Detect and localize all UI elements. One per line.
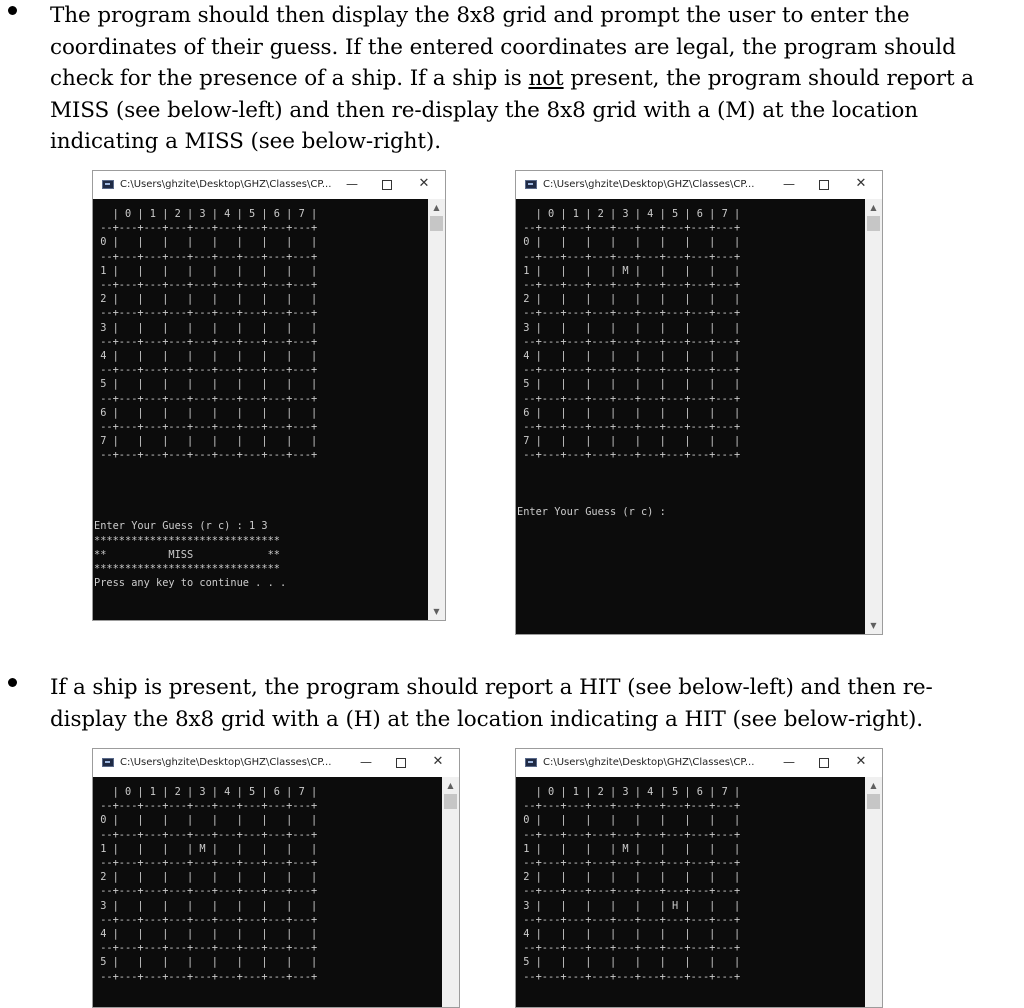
minimize-icon[interactable]: — [346,177,358,191]
console-window-hit-report[interactable] [92,748,460,1008]
window-title: C:\Users\ghzite\Desktop\GHZ\Classes\CP... [543,179,755,190]
console-app-icon [102,180,114,189]
close-icon[interactable]: ✕ [418,176,430,191]
window-title: C:\Users\ghzite\Desktop\GHZ\Classes\CP... [543,757,755,768]
console-app-icon [525,758,537,767]
console-output-area[interactable] [516,199,865,634]
scroll-up-arrow-icon[interactable]: ▲ [433,203,440,212]
scroll-down-arrow-icon[interactable]: ▼ [433,607,440,616]
console-window-miss-report[interactable] [92,170,446,621]
bullet-dot-icon [8,678,17,687]
close-icon[interactable]: ✕ [855,176,867,191]
minimize-icon[interactable]: — [783,177,795,191]
maximize-icon[interactable] [809,752,839,772]
console-text: | 0 | 1 | 2 | 3 | 4 | 5 | 6 | 7 | --+---+---+---+---+---+---+---+---+ 0 | | | | | | | | | --+---+---+---+---+---+---+---+---+ 1 | | | | M | | | | | --+---+---+---+---+---+---+---+---+ 2 | | | | | | | | | --+---+---+---+---+---+---+---+---+ 3 | | | | | | | | | --+---+---+---+---+---+---+---+---+ 4 | | | | | | | | | --+---+---+---+---+---+---+---+---+ 5 | | | | | | | | | --+---+---+---+---+---+---+---+---+ 6 | | | | | | | | | --+---+---+---+---+---+---+---+---+ 7 | | | | | | | | | --+---+---+---+---+---+---+---+---+ Enter Your Guess (r c) : [517,208,741,519]
window-title: C:\Users\ghzite\Desktop\GHZ\Classes\CP... [120,757,332,768]
title-bar[interactable] [516,171,882,199]
console-text: | 0 | 1 | 2 | 3 | 4 | 5 | 6 | 7 | --+---+---+---+---+---+---+---+---+ 0 | | | | | | | | | --+---+---+---+---+---+---+---+---+ 1 | | | | | | | | | --+---+---+---+---+---+---+---+---+ 2 | | | | | | | | | --+---+---+---+---+---+---+---+---+ 3 | | | | | | | | | --+---+---+---+---+---+---+---+---+ 4 | | | | | | | | | --+---+---+---+---+---+---+---+---+ 5 | | | | | | | | | --+---+---+---+---+---+---+---+---+ 6 | | | | | | | | | --+---+---+---+---+---+---+---+---+ 7 | | | | | | | | | --+---+---+---+---+---+---+---+---+ Enter Your Guess (r c) : 1 3 ****************************** ** MISS ** ****************************** Press any key to continue . . . [94,208,318,590]
vertical-scrollbar[interactable] [865,199,882,634]
vertical-scrollbar[interactable] [865,777,882,1007]
console-app-icon [525,180,537,189]
scroll-thumb[interactable] [430,216,443,231]
paragraph-miss-underlined-word: not [528,66,564,91]
close-icon[interactable]: ✕ [432,754,444,769]
bullet-dot-icon [8,6,17,15]
console-text: | 0 | 1 | 2 | 3 | 4 | 5 | 6 | 7 | --+---+---+---+---+---+---+---+---+ 0 | | | | | | | | | --+---+---+---+---+---+---+---+---+ 1 | | | | M | | | | | --+---+---+---+---+---+---+---+---+ 2 | | | | | | | | | --+---+---+---+---+---+---+---+---+ 3 | | | | | | | | | --+---+---+---+---+---+---+---+---+ 4 | | | | | | | | | --+---+---+---+---+---+---+---+---+ 5 | | | | | | | | | --+---+---+---+---+---+---+---+---+ [100,786,318,983]
scroll-up-arrow-icon[interactable]: ▲ [447,781,454,790]
console-output-area[interactable] [93,199,428,620]
title-bar[interactable] [516,749,882,777]
console-output-area[interactable] [516,777,865,1007]
scroll-thumb[interactable] [444,794,457,809]
scroll-thumb[interactable] [867,794,880,809]
maximize-icon[interactable] [386,752,416,772]
console-text: | 0 | 1 | 2 | 3 | 4 | 5 | 6 | 7 | --+---+---+---+---+---+---+---+---+ 0 | | | | | | | | | --+---+---+---+---+---+---+---+---+ 1 | | | | M | | | | | --+---+---+---+---+---+---+---+---+ 2 | | | | | | | | | --+---+---+---+---+---+---+---+---+ 3 | | | | | | H | | | --+---+---+---+---+---+---+---+---+ 4 | | | | | | | | | --+---+---+---+---+---+---+---+---+ 5 | | | | | | | | | --+---+---+---+---+---+---+---+---+ [523,786,741,983]
paragraph-miss-part-2: present, the program should report a MISS (see below-left) and then re-display the 8x8 grid with a (M) at the location indicating a MISS (see below-right). [50,66,974,154]
console-app-icon [102,758,114,767]
title-bar[interactable] [93,749,459,777]
window-title: C:\Users\ghzite\Desktop\GHZ\Classes\CP... [120,179,332,190]
scroll-down-arrow-icon[interactable]: ▼ [870,621,877,630]
minimize-icon[interactable]: — [783,755,795,769]
console-window-hit-grid[interactable] [515,748,883,1008]
scroll-thumb[interactable] [867,216,880,231]
paragraph-miss-part-1: The program should then display the 8x8 grid and prompt the user to enter the coordinates of their guess. If the entered coordinates are legal, the program should check for the presence of a ship. If a ship is [50,3,956,91]
vertical-scrollbar[interactable] [428,199,445,620]
close-icon[interactable]: ✕ [855,754,867,769]
minimize-icon[interactable]: — [360,755,372,769]
maximize-icon[interactable] [372,174,402,194]
paragraph-miss-text [50,0,985,158]
scroll-up-arrow-icon[interactable]: ▲ [870,203,877,212]
console-window-miss-grid[interactable] [515,170,883,635]
paragraph-hit-text: If a ship is present, the program should report a HIT (see below-left) and then re-display the 8x8 grid with a (H) at the location indicating a HIT (see below-right). [50,675,933,732]
scroll-up-arrow-icon[interactable]: ▲ [870,781,877,790]
vertical-scrollbar[interactable] [442,777,459,1007]
maximize-icon[interactable] [809,174,839,194]
console-output-area[interactable] [93,777,442,1007]
title-bar[interactable] [93,171,445,199]
